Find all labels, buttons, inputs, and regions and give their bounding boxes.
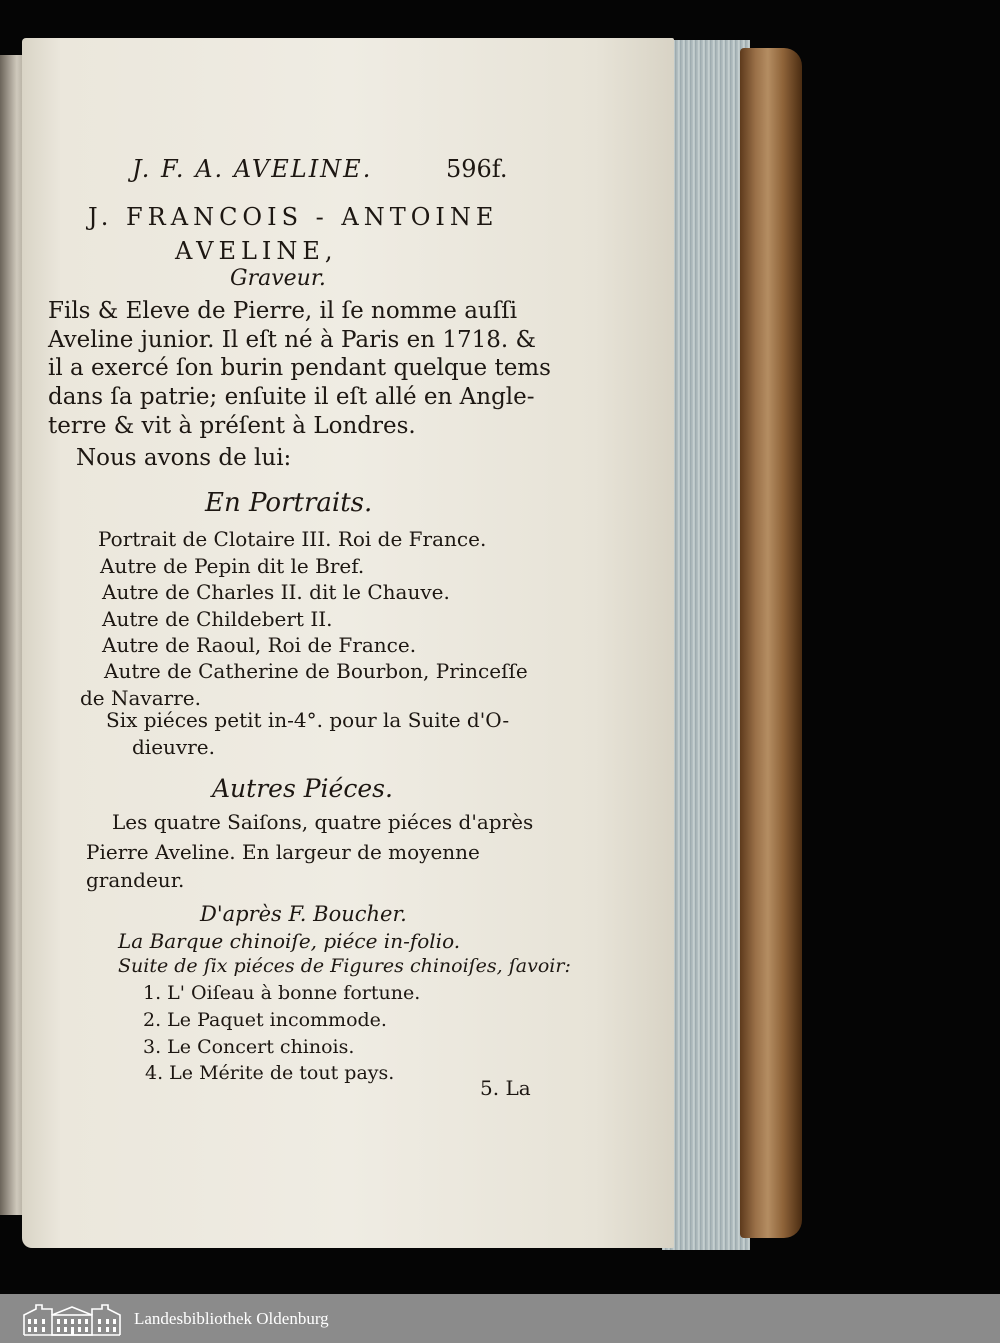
page-number: 596f. xyxy=(446,155,508,183)
portrait-entry: Autre de Pepin dit le Bref. xyxy=(100,554,365,578)
numbered-item: 4. Le Mérite de tout pays. xyxy=(145,1062,395,1084)
numbered-item: 2. Le Paquet incommode. xyxy=(143,1009,387,1031)
library-name: Landesbibliothek Oldenburg xyxy=(134,1308,329,1328)
portrait-entry: Autre de Raoul, Roi de France. xyxy=(102,633,417,657)
portrait-entry: Portrait de Clotaire III. Roi de France. xyxy=(98,527,487,551)
library-building-icon xyxy=(22,1301,122,1337)
running-head: J. F. A. AVELINE. xyxy=(132,155,373,183)
title-role: Graveur. xyxy=(230,266,326,291)
intro-line: Fils & Eleve de Pierre, il ſe nomme auſſi xyxy=(48,298,518,324)
portrait-entry: dieuvre. xyxy=(132,735,215,759)
boucher-line: La Barque chinoiſe, piéce in-folio. xyxy=(118,929,461,953)
catchword: 5. La xyxy=(480,1076,531,1100)
section-heading: En Portraits. xyxy=(205,488,373,518)
portrait-entry: Six piéces petit in-4°. pour la Suite d'O- xyxy=(106,708,510,732)
portrait-entry: Autre de Catherine de Bourbon, Princeſſe xyxy=(104,659,528,683)
autres-line: grandeur. xyxy=(86,868,185,892)
intro-line: terre & vit à préſent à Londres. xyxy=(48,413,416,439)
title-line-1: J. FRANCOIS - ANTOINE xyxy=(88,203,499,231)
autres-line: Les quatre Saiſons, quatre piéces d'après xyxy=(112,810,534,834)
autres-line: Pierre Aveline. En largeur de moyenne xyxy=(86,840,480,864)
title-line-2: AVELINE, xyxy=(175,237,338,265)
numbered-item: 3. Le Concert chinois. xyxy=(143,1036,355,1058)
portrait-entry: de Navarre. xyxy=(80,686,201,710)
portrait-entry: Autre de Charles II. dit le Chauve. xyxy=(102,580,450,604)
intro-line: dans ſa patrie; enſuite il eſt allé en Angle- xyxy=(48,384,535,410)
section-heading: Autres Piéces. xyxy=(212,774,393,803)
boucher-line: Suite de ſix piéces de Figures chinoiſes, ſavoir: xyxy=(118,955,571,977)
intro-line: Aveline junior. Il eſt né à Paris en 1718. & xyxy=(48,327,536,353)
intro-last-line: Nous avons de lui: xyxy=(76,445,292,471)
portrait-entry: Autre de Childebert II. xyxy=(102,607,333,631)
footer-bar xyxy=(0,1294,1000,1343)
intro-line: il a exercé ſon burin pendant quelque tems xyxy=(48,355,551,381)
section-heading: D'après F. Boucher. xyxy=(200,902,407,926)
numbered-item: 1. L' Oiſeau à bonne fortune. xyxy=(143,982,421,1004)
